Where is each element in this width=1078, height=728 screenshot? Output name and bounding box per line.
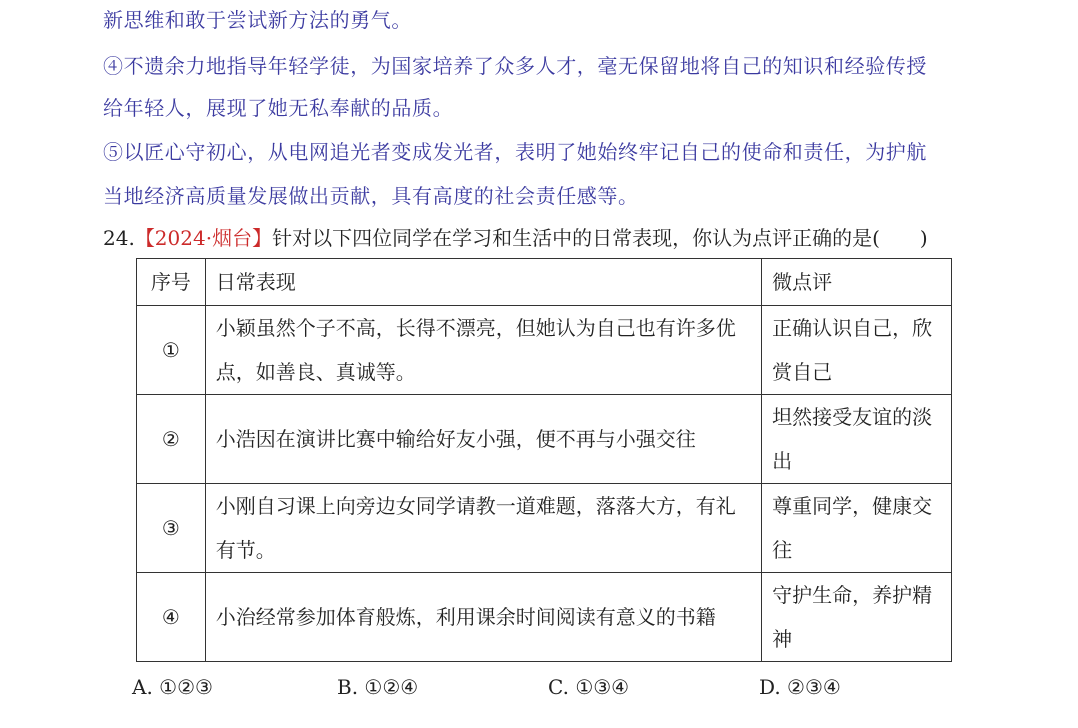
option-d[interactable] xyxy=(759,672,841,702)
row-behavior: 小治经常参加体育般炼，利用课余时间阅读有意义的书籍 xyxy=(205,573,761,662)
option-text: ①②④ xyxy=(364,675,419,699)
table-row xyxy=(137,395,952,484)
answer-line-3: 给年轻人，展现了她无私奉献的品质。 xyxy=(103,96,454,120)
option-text: ②③④ xyxy=(787,675,841,699)
row-number: ④ xyxy=(137,573,206,662)
row-comment: 守护生命，养护精神 xyxy=(762,573,952,662)
option-text: ①②③ xyxy=(159,675,213,699)
row-comment: 坦然接受友谊的淡出 xyxy=(762,395,952,484)
header-number: 序号 xyxy=(137,259,206,306)
header-comment: 微点评 xyxy=(762,259,952,306)
table-header-row xyxy=(137,259,952,306)
option-b[interactable] xyxy=(337,672,418,702)
row-behavior: 小刚自习课上向旁边女同学请教一道难题，落落大方，有礼有节。 xyxy=(205,484,761,573)
answer-line-5: 当地经济高质量发展做出贡献，具有高度的社会责任感等。 xyxy=(103,184,639,208)
row-comment: 尊重同学，健康交往 xyxy=(762,484,952,573)
question-number: 24. xyxy=(103,226,135,250)
question-stem-line xyxy=(103,224,928,252)
answer-line-4: ⑤以匠心守初心，从电网追光者变成发光者，表明了她始终牢记自己的使命和责任，为护航 xyxy=(103,140,927,164)
option-letter: A. xyxy=(132,675,153,699)
option-a[interactable] xyxy=(132,672,213,702)
table-row xyxy=(137,573,952,662)
table-row xyxy=(137,306,952,395)
option-letter: D. xyxy=(759,675,781,699)
option-letter: B. xyxy=(337,675,359,699)
row-number: ③ xyxy=(137,484,206,573)
row-comment: 正确认识自己，欣赏自己 xyxy=(762,306,952,395)
question-source-tag: 【2024·烟台】 xyxy=(134,226,273,250)
answer-line-1: 新思维和敢于尝试新方法的勇气。 xyxy=(103,8,412,32)
answer-options xyxy=(132,672,892,702)
option-letter: C. xyxy=(548,675,569,699)
answer-line-2: ④不遗余力地指导年轻学徒，为国家培养了众多人才，毫无保留地将自己的知识和经验传授 xyxy=(103,54,927,78)
header-behavior: 日常表现 xyxy=(205,259,761,306)
row-number: ① xyxy=(137,306,206,395)
question-stem: 针对以下四位同学在学习和生活中的日常表现，你认为点评正确的是( ) xyxy=(272,226,928,250)
row-number: ② xyxy=(137,395,206,484)
row-behavior: 小浩因在演讲比赛中输给好友小强，便不再与小强交往 xyxy=(205,395,761,484)
option-c[interactable] xyxy=(548,672,629,702)
table-row xyxy=(137,484,952,573)
row-behavior: 小颖虽然个子不高，长得不漂亮，但她认为自己也有许多优点，如善良、真诚等。 xyxy=(205,306,761,395)
option-text: ①③④ xyxy=(575,675,630,699)
behavior-table xyxy=(136,258,952,662)
